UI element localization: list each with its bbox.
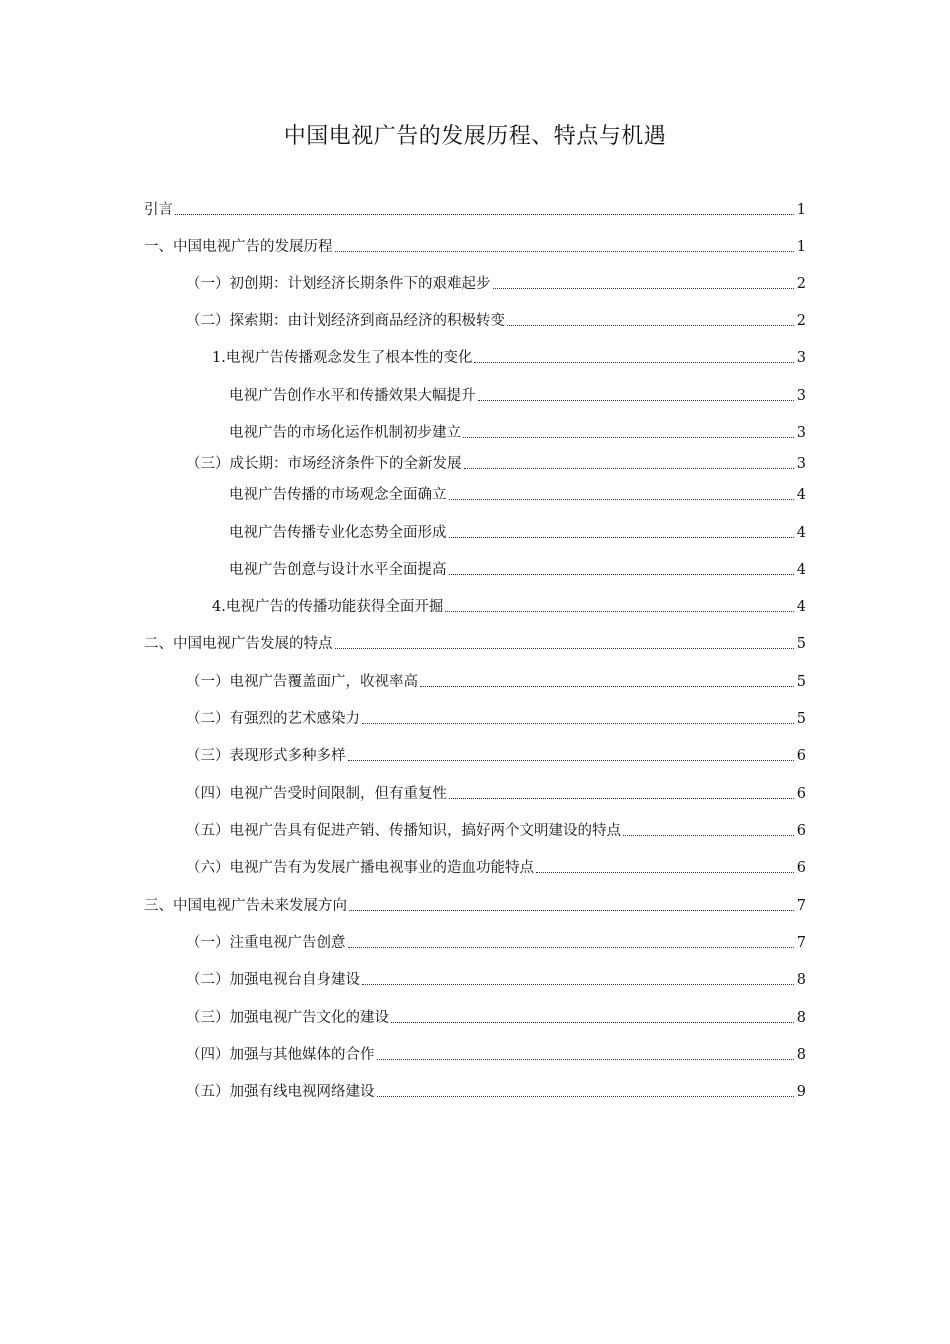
toc-dot-leader (449, 537, 794, 538)
toc-dot-leader (449, 798, 794, 799)
toc-page-number: 6 (796, 860, 806, 876)
toc-entry-label: （一）电视广告覆盖面广，收视率高 (186, 674, 418, 690)
toc-page-number: 8 (796, 1010, 806, 1026)
toc-entry[interactable] (186, 1007, 806, 1029)
toc-entry[interactable] (144, 895, 806, 917)
toc-dot-leader (348, 947, 794, 948)
toc-page-number: 4 (796, 525, 806, 541)
toc-entry-label: 三、中国电视广告未来发展方向 (144, 898, 347, 914)
toc-page-number: 3 (796, 388, 806, 404)
toc-entry[interactable] (186, 820, 806, 842)
toc-page-number: 5 (796, 636, 806, 652)
toc-entry[interactable] (186, 745, 806, 767)
toc-entry-label: 引言 (144, 202, 173, 218)
toc-entry[interactable] (212, 596, 806, 618)
toc-dot-leader (463, 437, 794, 438)
toc-entry[interactable] (186, 1081, 806, 1103)
toc-entry-label: 4.电视广告的传播功能获得全面开掘 (212, 599, 444, 615)
toc-entry-label: 二、中国电视广告发展的特点 (144, 636, 333, 652)
toc-entry-label: （三）加强电视广告文化的建设 (186, 1010, 389, 1026)
toc-page-number: 3 (796, 350, 806, 366)
toc-entry[interactable] (229, 484, 806, 506)
toc-entry[interactable] (144, 633, 806, 655)
toc-dot-leader (445, 611, 793, 612)
toc-dot-leader (507, 325, 794, 326)
toc-page-number: 4 (796, 599, 806, 615)
toc-entry[interactable] (186, 857, 806, 879)
toc-page-number: 8 (796, 972, 806, 988)
toc-entry[interactable] (186, 310, 806, 332)
toc-page-number: 7 (796, 935, 806, 951)
toc-entry-label: （二）探索期：由计划经济到商品经济的积极转变 (186, 313, 505, 329)
toc-dot-leader (623, 835, 794, 836)
toc-entry[interactable] (186, 273, 806, 295)
toc-entry-label: （二）有强烈的艺术感染力 (186, 711, 360, 727)
toc-page-number: 4 (796, 562, 806, 578)
toc-entry[interactable] (186, 1044, 806, 1066)
toc-dot-leader (335, 648, 794, 649)
toc-entry[interactable] (144, 199, 806, 221)
toc-entry[interactable] (186, 671, 806, 693)
toc-dot-leader (362, 723, 794, 724)
toc-dot-leader (493, 288, 794, 289)
toc-page-number: 6 (796, 748, 806, 764)
toc-page-number: 5 (796, 711, 806, 727)
toc-dot-leader (536, 872, 794, 873)
toc-page-number: 6 (796, 786, 806, 802)
toc-entry-label: （四）加强与其他媒体的合作 (186, 1047, 375, 1063)
page-title: 中国电视广告的发展历程、特点与机遇 (283, 124, 667, 149)
toc-entry-label: 电视广告的市场化运作机制初步建立 (229, 425, 461, 441)
toc-entry-label: （三）表现形式多种多样 (186, 748, 346, 764)
toc-page-number: 6 (796, 823, 806, 839)
toc-dot-leader (349, 910, 794, 911)
toc-dot-leader (175, 214, 794, 215)
toc-entry-label: （三）成长期：市场经济条件下的全新发展 (186, 456, 462, 472)
toc-entry[interactable] (144, 236, 806, 258)
toc-dot-leader (474, 362, 793, 363)
toc-entry[interactable] (229, 422, 806, 444)
toc-entry-label: 1.电视广告传播观念发生了根本性的变化 (212, 350, 473, 366)
toc-entry-label: 电视广告传播的市场观念全面确立 (229, 487, 447, 503)
toc-entry-label: 电视广告传播专业化态势全面形成 (229, 525, 447, 541)
toc-page-number: 2 (796, 276, 806, 292)
toc-entry-label: （六）电视广告有为发展广播电视事业的造血功能特点 (186, 860, 534, 876)
toc-entry-label: （五）加强有线电视网络建设 (186, 1084, 375, 1100)
toc-page-number: 1 (796, 239, 806, 255)
toc-entry[interactable] (229, 559, 806, 581)
toc-page-number: 1 (796, 202, 806, 218)
toc-page-number: 2 (796, 313, 806, 329)
toc-entry-label: 电视广告创意与设计水平全面提高 (229, 562, 447, 578)
toc-dot-leader (348, 760, 794, 761)
toc-page-number: 9 (796, 1084, 806, 1100)
toc-entry[interactable] (186, 453, 806, 475)
toc-dot-leader (478, 400, 794, 401)
toc-entry-label: 一、中国电视广告的发展历程 (144, 239, 333, 255)
toc-dot-leader (377, 1059, 794, 1060)
toc-entry[interactable] (229, 385, 806, 407)
toc-entry[interactable] (186, 969, 806, 991)
toc-page-number: 3 (796, 425, 806, 441)
toc-page-number: 8 (796, 1047, 806, 1063)
toc-dot-leader (420, 686, 794, 687)
toc-entry-label: （四）电视广告受时间限制，但有重复性 (186, 786, 447, 802)
toc-entry[interactable] (186, 932, 806, 954)
toc-page-number: 3 (796, 456, 806, 472)
toc-entry-label: （一）初创期：计划经济长期条件下的艰难起步 (186, 276, 491, 292)
toc-page-number: 7 (796, 898, 806, 914)
toc-page-number: 5 (796, 674, 806, 690)
toc-dot-leader (335, 251, 794, 252)
toc-entry-label: （二）加强电视台自身建设 (186, 972, 360, 988)
toc-entry-label: （五）电视广告具有促进产销、传播知识，搞好两个文明建设的特点 (186, 823, 621, 839)
toc-entry[interactable] (212, 347, 806, 369)
toc-dot-leader (377, 1096, 794, 1097)
toc-dot-leader (464, 468, 794, 469)
toc-entry-label: （一）注重电视广告创意 (186, 935, 346, 951)
toc-page-number: 4 (796, 487, 806, 503)
toc-entry[interactable] (229, 522, 806, 544)
toc-dot-leader (362, 984, 794, 985)
toc-dot-leader (391, 1022, 794, 1023)
toc-entry[interactable] (186, 708, 806, 730)
toc-entry-label: 电视广告创作水平和传播效果大幅提升 (229, 388, 476, 404)
toc-dot-leader (449, 499, 794, 500)
toc-entry[interactable] (186, 783, 806, 805)
toc-dot-leader (449, 574, 794, 575)
